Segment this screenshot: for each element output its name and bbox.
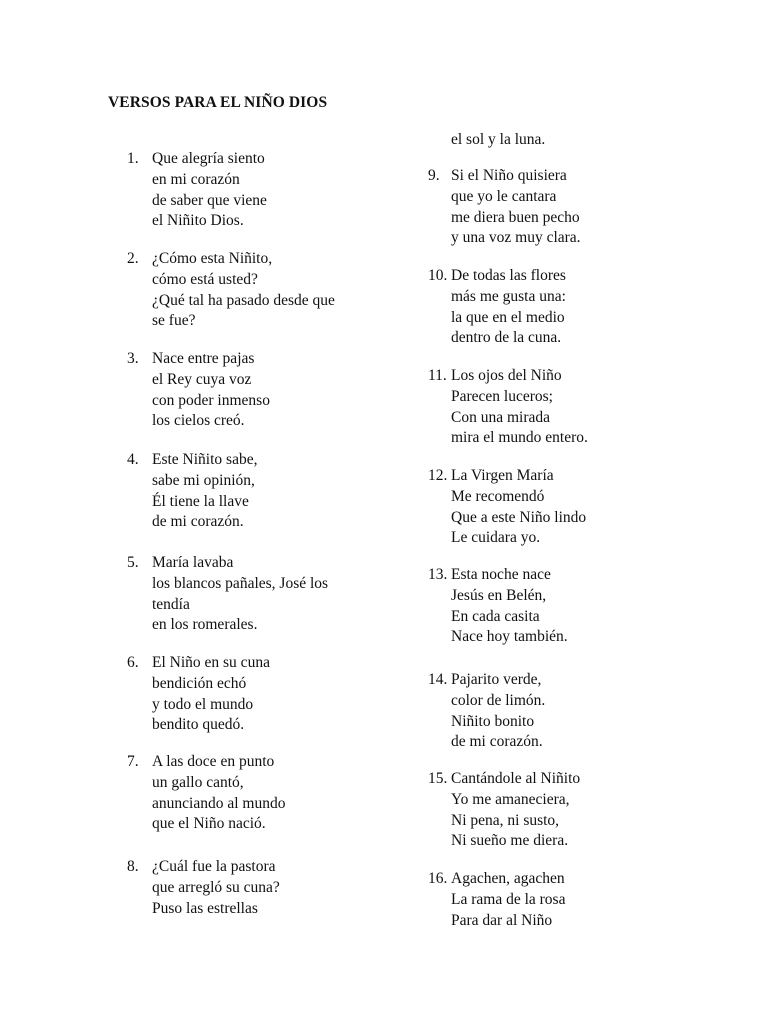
verse-number: 6. [127, 654, 139, 671]
verse-line: que arregló su cuna? [152, 878, 280, 896]
verse-line: en mi corazón [152, 170, 240, 188]
verse-line: ¿Cuál fue la pastora [152, 858, 276, 875]
verse-line: bendición echó [152, 674, 247, 692]
verse-line: en los romerales. [152, 616, 258, 634]
verse-number: 11. [428, 367, 447, 384]
verse-line: En cada casita [451, 607, 540, 625]
verse-number: 3. [127, 350, 139, 367]
verse-number: 4. [127, 451, 139, 468]
verse-line: cómo está usted? [152, 270, 258, 288]
verse-line: con poder inmenso [152, 391, 270, 409]
verse-line: más me gusta una: [451, 287, 566, 305]
verse-line: bendito quedó. [152, 716, 245, 734]
verse-line: Puso las estrellas [152, 899, 258, 917]
verse-line: los cielos creó. [152, 412, 245, 430]
verse-line: que yo le cantara [451, 187, 557, 205]
verse-line: De todas las flores [451, 267, 566, 284]
verse-line: Este Niñito sabe, [152, 451, 258, 468]
verse-line: Para dar al Niño [451, 911, 553, 929]
verse-number: 14. [428, 671, 448, 688]
verse-line: sabe mi opinión, [152, 471, 255, 489]
verse-line: Agachen, agachen [451, 870, 565, 887]
verse-line: me diera buen pecho [451, 208, 580, 226]
verse-line: María lavaba [152, 554, 234, 571]
verse-line: Nace hoy también. [451, 628, 568, 646]
verse-line: el Niñito Dios. [152, 212, 244, 230]
verse-line: de mi corazón. [451, 733, 543, 751]
verse-number: 1. [127, 150, 139, 167]
verse-number: 2. [127, 250, 139, 267]
verse-line: La rama de la rosa [451, 890, 566, 908]
verse-number: 7. [127, 753, 139, 770]
verse-line: Parecen luceros; [451, 387, 553, 405]
verse-line: Él tiene la llave [152, 492, 249, 510]
verse-line: de saber que viene [152, 191, 267, 209]
verse-line: anunciando al mundo [152, 794, 286, 812]
verse-line: y todo el mundo [152, 695, 254, 713]
verse-line: los blancos pañales, José los [152, 574, 329, 592]
verse-line: Con una mirada [451, 408, 551, 426]
verse-line: ¿Qué tal ha pasado desde que [152, 291, 335, 309]
verse-number: 10. [428, 267, 448, 284]
verse-number: 9. [428, 167, 440, 184]
verse-line: Nace entre pajas [152, 350, 255, 367]
verse-line: Me recomendó [451, 487, 545, 505]
verse-line: Los ojos del Niño [451, 367, 562, 384]
verse-number: 13. [428, 566, 448, 583]
verse-line: se fue? [152, 312, 196, 330]
verse-line: Niñito bonito [451, 712, 535, 730]
verse-line: Ni pena, ni susto, [451, 811, 560, 829]
verse-line: Que a este Niño lindo [451, 508, 587, 526]
page-title: VERSOS PARA EL NIÑO DIOS [108, 94, 328, 111]
verse-line: Jesús en Belén, [451, 586, 547, 604]
verse-line: mira el mundo entero. [451, 429, 588, 447]
verse-line: Yo me amaneciera, [451, 790, 570, 808]
verse-line: el Rey cuya voz [152, 370, 252, 388]
verse-line: y una voz muy clara. [451, 229, 581, 247]
verse-number: 12. [428, 467, 448, 484]
verse-line: color de limón. [451, 691, 546, 709]
verse-line: La Virgen María [451, 467, 554, 484]
verse-number: 16. [428, 870, 448, 887]
verse-line: de mi corazón. [152, 513, 244, 531]
verse-line: Si el Niño quisiera [451, 167, 567, 184]
verse-line: A las doce en punto [152, 753, 275, 770]
verse-line: Esta noche nace [451, 566, 551, 583]
verse-line: la que en el medio [451, 308, 565, 326]
verse-line: El Niño en su cuna [152, 654, 270, 671]
verse-number: 8. [127, 858, 139, 875]
verse-number: 5. [127, 554, 139, 571]
verse-line: tendía [152, 595, 190, 613]
verse-line: Ni sueño me diera. [451, 832, 569, 850]
verse-line: Que alegría siento [152, 150, 265, 167]
verse-line: que el Niño nació. [152, 815, 266, 833]
verse-line: Cantándole al Niñito [451, 770, 581, 787]
verse-line: Le cuidara yo. [451, 529, 541, 547]
verse-line: un gallo cantó, [152, 773, 244, 791]
verse-continuation-line: el sol y la luna. [451, 131, 546, 148]
verse-line: Pajarito verde, [451, 671, 542, 688]
verse-line: dentro de la cuna. [451, 329, 562, 347]
verse-line: ¿Cómo esta Niñito, [152, 250, 273, 267]
verse-number: 15. [428, 770, 448, 787]
